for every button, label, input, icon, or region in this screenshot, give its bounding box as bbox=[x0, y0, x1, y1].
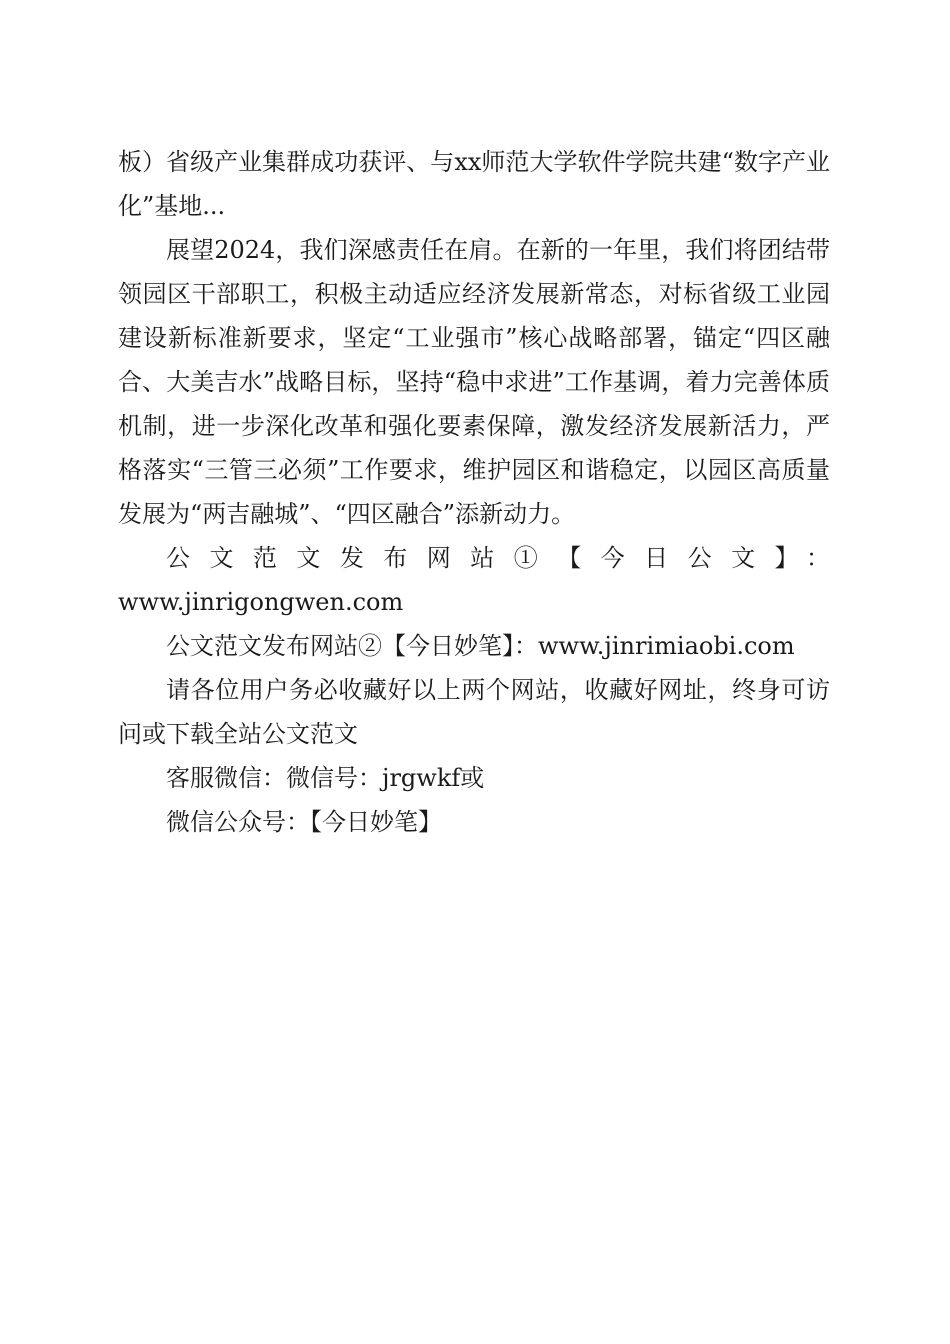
paragraph-outlook: 展望2024，我们深感责任在肩。在新的一年里，我们将团结带领园区干部职工，积极主动适应经济发展新常态，对标省级工业园建设新标准新要求，坚定“工业强市”核心战略部署，锚定“四区融合、大美吉水”战略目标，坚持“稳中求进”工作基调，着力完善体质机制，进一步深化改革和强化要素保障，激发经济发展新活力，严格落实“三管三必须”工作要求，维护园区和谐稳定，以园区高质量发展为“两吉融城”、“四区融合”添新动力。 bbox=[118, 236, 830, 528]
site2-line: 公文范文发布网站②【今日妙笔】：www.jinrimiaobi.com bbox=[166, 632, 795, 660]
paragraph-continuation: 板）省级产业集群成功获评、与xx师范大学软件学院共建“数字产业化”基地... bbox=[118, 148, 830, 220]
site1-url: www.jinrigongwen.com bbox=[118, 588, 404, 616]
document-body bbox=[118, 140, 830, 844]
site1-label: 公文范文发布网站①【今日公文】： bbox=[166, 544, 830, 572]
wechat-service-line: 客服微信：微信号：jrgwkf或 bbox=[166, 764, 485, 792]
wechat-public-line: 微信公众号：【今日妙笔】 bbox=[166, 808, 442, 836]
bookmark-notice: 请各位用户务必收藏好以上两个网站，收藏好网址，终身可访问或下载全站公文范文 bbox=[118, 676, 830, 748]
